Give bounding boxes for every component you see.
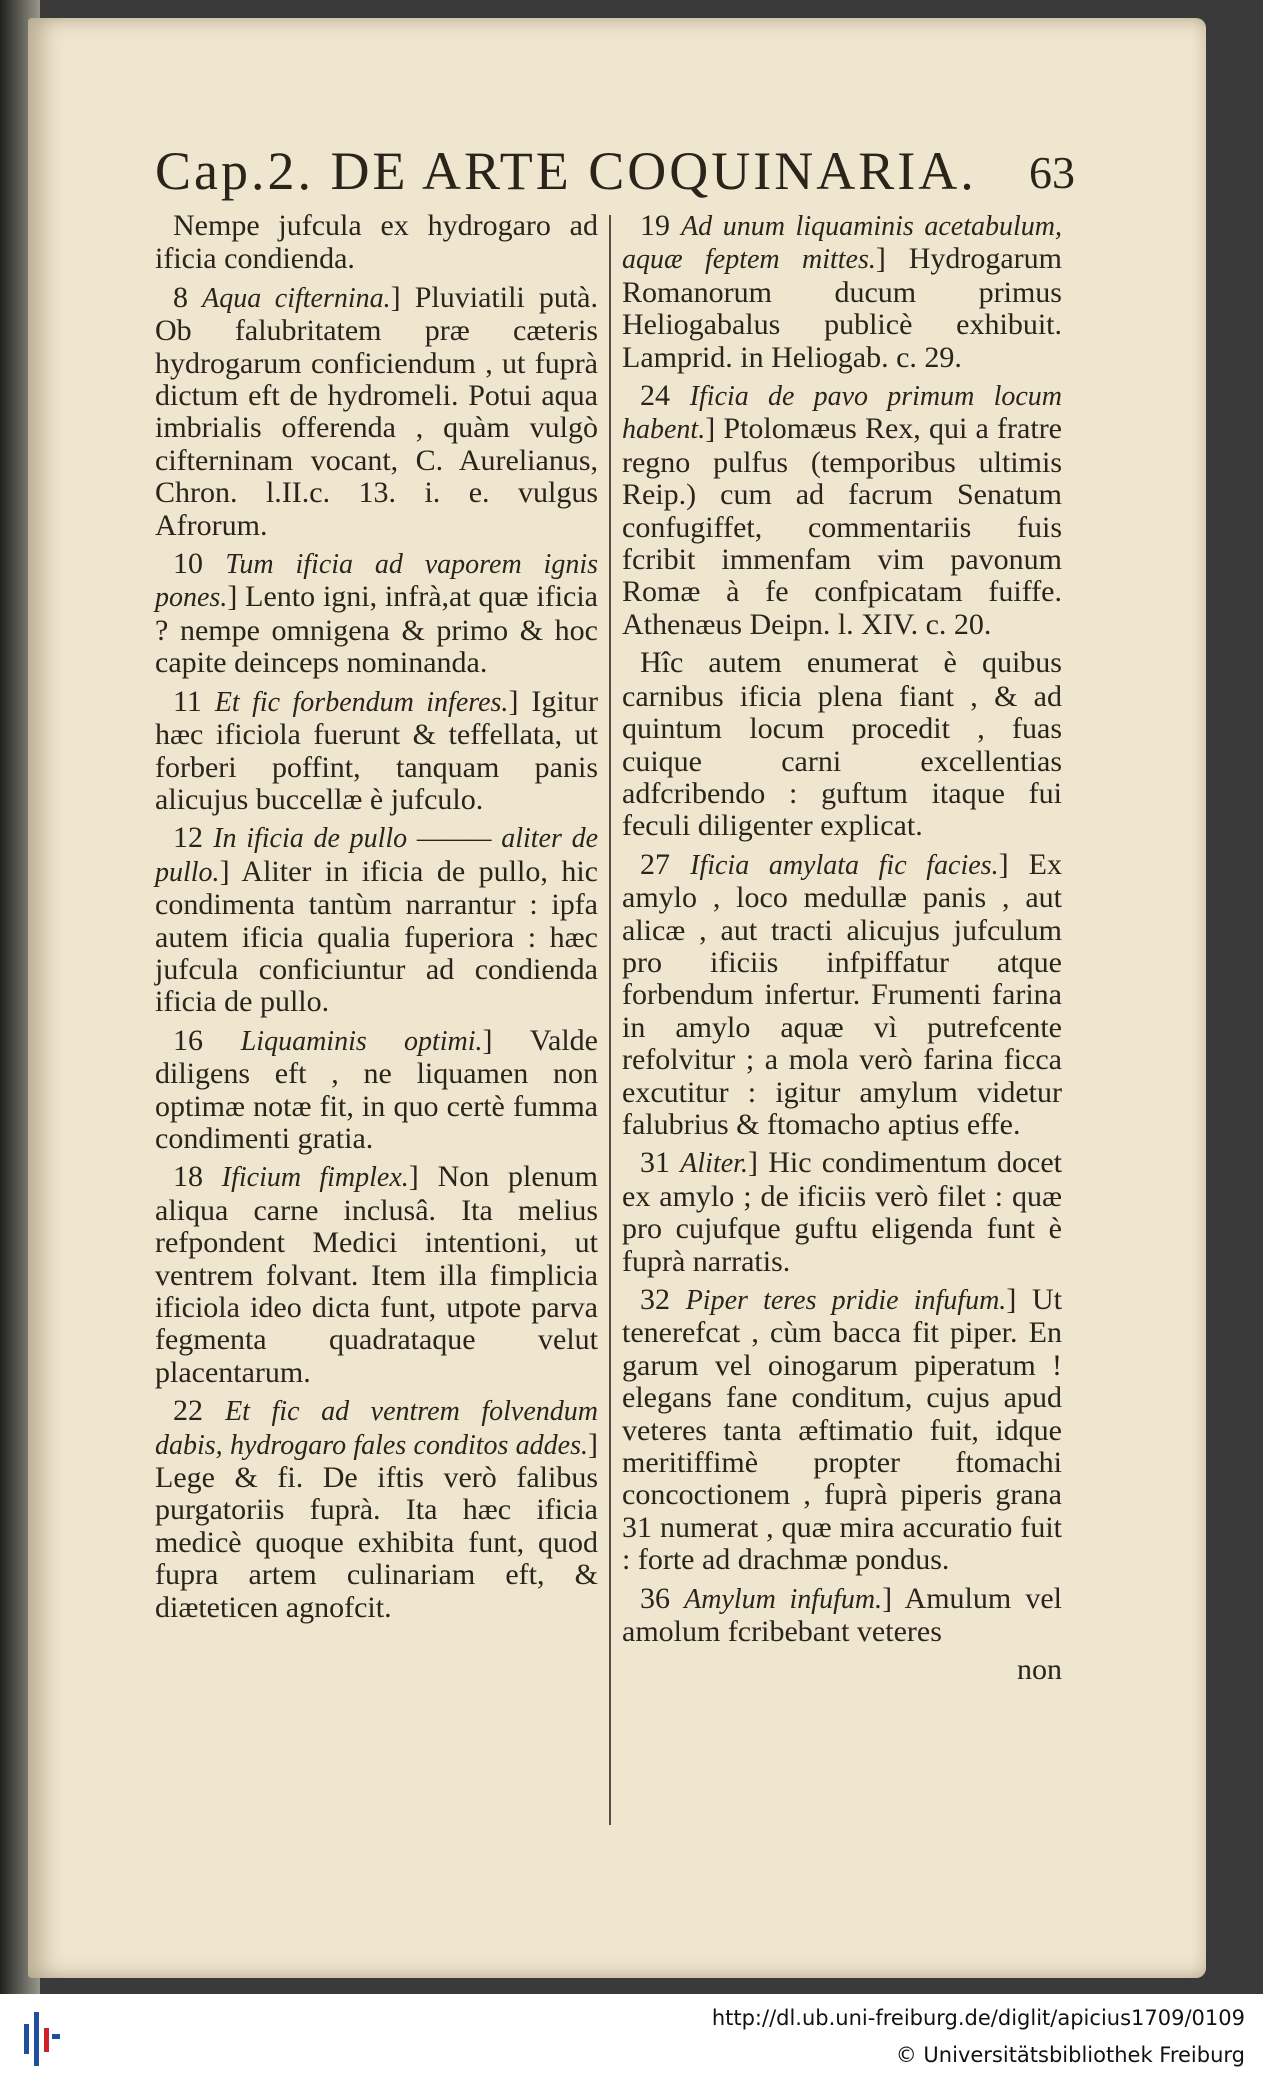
annotation-number xyxy=(155,209,173,242)
annotation-text: Hîc autem enumerat è quibus carnibus ificia plena fiant , & ad quintum locum procedit , fuas cuique carni excellentias adfcribendo : guftum itaque fui feculi diligenter explicat. xyxy=(622,646,1062,843)
annotation-text: ] Lento igni, infrà,at quæ ificia ? nempe omnigena & primo & hoc capite deinceps nominanda. xyxy=(155,580,598,680)
annotation-lemma: Ificia de pavo primum locum habent. xyxy=(622,381,1062,446)
annotation-text: ] Lege & fi. De iftis verò falibus purgatoriis fuprà. Ita hæc ificia medicè quoque exhibita funt, quod fupra artem culinariam eft, & diæteticen agnofcit. xyxy=(155,1427,598,1624)
annotation-number: 36 xyxy=(640,1581,670,1615)
annotation-paragraph xyxy=(155,1395,598,1624)
annotation-lemma: Ificia amylata fic facies. xyxy=(690,849,999,881)
annotation-number: 12 xyxy=(173,821,203,855)
annotation-number: 27 xyxy=(640,847,670,881)
right-column xyxy=(622,210,1062,1687)
annotation-number xyxy=(622,646,640,679)
annotation-paragraph xyxy=(155,1161,598,1389)
annotation-number: 19 xyxy=(640,209,670,242)
annotation-paragraph xyxy=(155,1025,598,1156)
annotation-text: ] Ut tenerefcat , cùm bacca fit piper. En garum vel oinogarum piperatum ! elegans fane conditum, cujus apud veteres tanta æftimatio fuit, idque meritiffimè propter ftomachi concoctionem , fuprà piperis grana 31 numerat , quæ mira accuratio fuit : forte ad drachmæ pondus. xyxy=(622,1283,1062,1577)
annotation-text: ] Pluviatili putà. Ob falubritatem præ cæteris hydrogarum conficiendum , ut fuprà dictum eft de hydromeli. Potui aqua imbrialis offerenda , quàm vulgò cifterninam vocant, C. Aurelianus, Chron. l.II.c. 13. i. e. vulgus Afrorum. xyxy=(155,280,598,542)
annotation-lemma: Amylum infufum. xyxy=(684,1583,883,1615)
annotation-text: ] Ptolomæus Rex, qui a fratre regno pulfus (temporibus ultimis Reip.) cum ad facrum Senatum confugiffet, commentariis fuis fcribit immenfam vim pavonum Romæ à fe confpicatam fuiffe. Athenæus Deipn. l. XIV. c. 20. xyxy=(622,412,1062,641)
annotation-paragraph xyxy=(622,849,1062,1142)
library-logo-icon xyxy=(22,2006,62,2072)
annotation-number: 32 xyxy=(640,1283,670,1316)
annotation-number: 18 xyxy=(173,1160,203,1194)
annotation-text: ] Ex amylo , loco medullæ panis , aut alicæ , aut tracti alicujus jufculum pro ificiis infpiffatur atque forbendum infertur. Frumenti farina in amylo aquæ vì putrefcente refolvitur ; a mola verò farina ficca excutitur : igitur amylum videtur falubrius & ftomacho aptius effe. xyxy=(622,847,1063,1141)
annotation-paragraph xyxy=(622,1147,1062,1278)
annotation-text: ] Non plenum aliqua carne inclusâ. Ita melius refpondent Medici intentioni, ut ventrem folvant. Item illa fimplicia ificiola ideo dicta funt, utpote parva fegmenta quadrataque velut placentarum. xyxy=(155,1160,598,1389)
column-divider xyxy=(609,215,611,1825)
page-header xyxy=(155,140,1075,210)
annotation-number: 8 xyxy=(173,280,188,314)
annotation-paragraph xyxy=(155,822,598,1018)
annotation-lemma: Liquaminis optimi. xyxy=(240,1025,483,1057)
annotation-paragraph xyxy=(622,1284,1062,1577)
annotation-lemma: Aliter. xyxy=(680,1148,748,1180)
annotation-number: 16 xyxy=(173,1023,203,1057)
annotation-text: ] Hic condimentum docet ex amylo ; de ificiis verò filet : quæ pro cujufque guftu eligenda funt è fuprà narratis. xyxy=(622,1146,1063,1278)
viewer-footer xyxy=(0,1994,1263,2084)
annotation-number: 10 xyxy=(173,547,203,581)
annotation-text: ] Hydrogarum Romanorum ducum primus Heliogabalus publicè exhibuit. Lamprid. in Heliogab. c. 29. xyxy=(622,242,1062,374)
annotation-lemma: Tum ificia ad vaporem ignis pones. xyxy=(155,549,599,614)
annotation-paragraph xyxy=(155,686,598,817)
annotation-text: ] Igitur hæc ificiola fuerunt & teffellata, ut forberi poffint, tanquam panis alicujus buccellæ è jufculo. xyxy=(155,684,598,816)
annotation-lemma: In ificia de pullo ——— aliter de pullo. xyxy=(155,823,599,888)
annotation-lemma: Et fic ad ventrem folvendum dabis, hydrogaro fales conditos addes. xyxy=(155,1396,598,1461)
annotation-paragraph xyxy=(155,282,598,542)
annotation-paragraph xyxy=(622,380,1062,641)
annotation-paragraph xyxy=(622,210,1062,374)
annotation-paragraph xyxy=(155,548,598,680)
annotation-number: 11 xyxy=(173,684,202,718)
annotation-text: ] Aliter in ificia de pullo, hic condimenta tantùm narrantur : ipfa autem ificia qualia fuperiora : hæc jufcula conficiuntur ad condienda ificia de pullo. xyxy=(155,854,598,1019)
annotation-text: ] Amulum vel amolum fcribebant veteres xyxy=(622,1581,1063,1649)
page-number: 63 xyxy=(1029,147,1075,198)
annotation-lemma: Et fic forbendum inferes. xyxy=(214,686,509,718)
annotation-lemma: Ad unum liquaminis acetabulum, aquæ feptem mittes. xyxy=(622,211,1062,276)
annotation-lemma: Piper teres pridie infufum. xyxy=(685,1285,1007,1316)
annotation-lemma: Ificium fimplex. xyxy=(221,1162,409,1194)
left-column xyxy=(155,210,598,1630)
annotation-paragraph xyxy=(155,210,598,276)
annotation-number: 24 xyxy=(640,379,670,413)
permalink-url[interactable]: http://dl.ub.uni-freiburg.de/diglit/apicius1709/0109 xyxy=(711,2006,1245,2030)
annotation-number: 31 xyxy=(640,1146,670,1180)
annotation-paragraph xyxy=(622,647,1062,842)
catchword: non xyxy=(1017,1653,1062,1687)
running-title: Cap.2. DE ARTE COQUINARIA. xyxy=(155,141,977,201)
copyright-text: © Universitätsbibliothek Freiburg xyxy=(895,2043,1245,2067)
annotation-paragraph xyxy=(622,1583,1062,1649)
annotation-lemma: Aqua cifternina. xyxy=(202,282,391,314)
annotation-number: 22 xyxy=(173,1394,203,1428)
annotation-text: Nempe jufcula ex hydrogaro ad ificia condienda. xyxy=(155,209,598,276)
annotation-text: ] Valde diligens eft , ne liquamen non optimæ notæ fit, in quo certè fumma condimenti gratia. xyxy=(155,1023,598,1155)
